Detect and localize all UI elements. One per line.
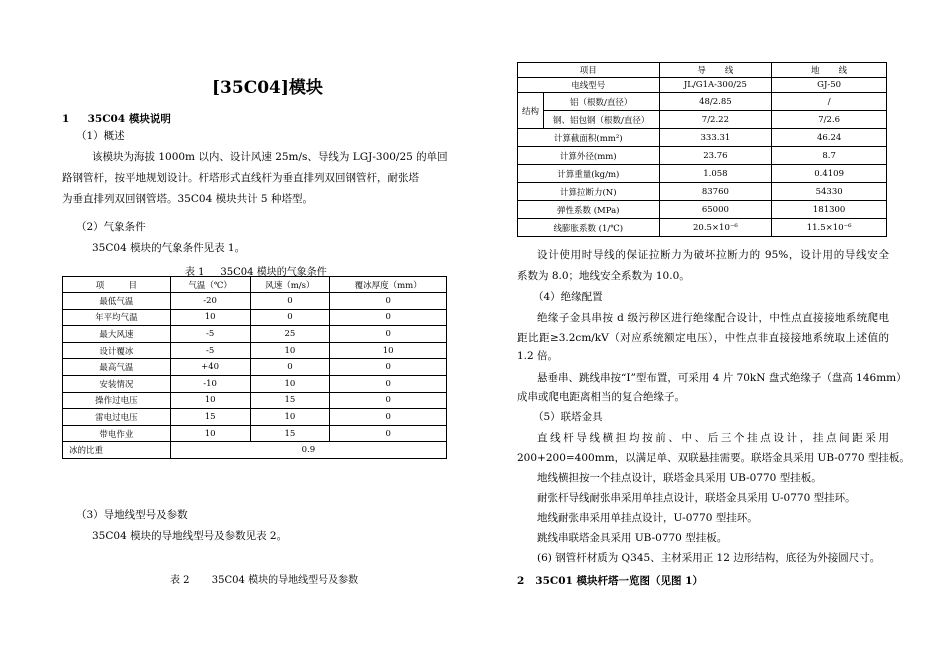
table1-cell: 操作过电压 [63, 392, 171, 409]
table2-cell: 弹性系数 (MPa) [518, 201, 660, 219]
page-title: [35C04]模块 [212, 78, 323, 98]
table2-cell: JL/G1A-300/25 [659, 78, 772, 93]
table2-header-cell: 项目 [518, 63, 660, 78]
table1-ice-value: 0.9 [170, 442, 446, 459]
table2-cell: / [772, 93, 887, 111]
table-row [518, 201, 887, 219]
table-row [63, 342, 447, 359]
table1-cell: 0 [250, 359, 330, 376]
table1-cell: -5 [170, 326, 250, 343]
safety-factor-line-1: 设计使用时导线的保证拉断力为破坏拉断力的 95%，设计用的导线安全 [537, 249, 889, 261]
table-row [63, 309, 447, 326]
overview-line-1: 该模块为海拔 1000m 以内、设计风速 25m/s、导线为 LGJ-300/25 的单回 [92, 151, 448, 163]
table1-cell: 年平均气温 [63, 309, 171, 326]
table1-cell: 15 [250, 392, 330, 409]
table2-cell: 23.76 [659, 147, 772, 165]
table2-model-label: 电线型号 [518, 78, 660, 93]
insulation-line-3: 1.2 倍。 [517, 350, 559, 362]
table1-cell: 最大风速 [63, 326, 171, 343]
table2-cell: 钢、铝包钢（根数/直径） [543, 111, 659, 129]
table2-caption: 表 2 35C04 模块的导地线型号及参数 [170, 575, 359, 586]
table2-header-row [518, 63, 887, 78]
table1-caption: 表 1 35C04 模块的气象条件 [185, 267, 327, 278]
table1-cell: 设计覆冰 [63, 342, 171, 359]
table2-cell: 7/2.22 [659, 111, 772, 129]
fittings-line-1: 直线杆导线横担均按前、中、后三个挂点设计，挂点间距采用 [537, 432, 889, 444]
table2-cell: 54330 [772, 183, 887, 201]
table1-cell: 15 [250, 425, 330, 442]
material-line: (6) 钢管杆材质为 Q345、主材采用正 12 边形结构，底径为外接圆尺寸。 [537, 552, 881, 564]
safety-factor-line-2: 系数为 8.0；地线安全系数为 10.0。 [517, 270, 690, 282]
table1-cell: 0 [330, 409, 447, 426]
table1-cell: 0 [330, 359, 447, 376]
table1-cell: -5 [170, 342, 250, 359]
insulation-line-2: 距比距≥3.2cm/kV（对应系统额定电压），中性点非直接接地系统取上述值的 [517, 332, 889, 344]
table1-cell: 0 [330, 375, 447, 392]
table2-cell: 计算截面积(mm²) [518, 129, 660, 147]
table1-cell: 0 [330, 392, 447, 409]
table2-cell: GJ-50 [772, 78, 887, 93]
table-row [63, 326, 447, 343]
table1-cell: 10 [250, 375, 330, 392]
table1-cell: 最高气温 [63, 359, 171, 376]
table2-header-cell: 导 线 [659, 63, 772, 78]
table-row [63, 409, 447, 426]
table1-cell: +40 [170, 359, 250, 376]
table1-ice-label: 冰的比重 [63, 442, 171, 459]
fittings-line-3: 地线横担按一个挂点设计，联塔金具采用 UB-0770 型挂板。 [537, 472, 822, 484]
conductor-table [517, 62, 887, 237]
weather-table [62, 276, 447, 459]
table1-cell: 0 [330, 425, 447, 442]
table1-cell: 10 [250, 409, 330, 426]
table2-cell: 8.7 [772, 147, 887, 165]
table1-cell: 0 [330, 309, 447, 326]
table-row [518, 93, 887, 111]
table-row [518, 129, 887, 147]
table1-cell: 10 [170, 392, 250, 409]
table2-cell: 83760 [659, 183, 772, 201]
table2-cell: 线膨胀系数 (1/℃) [518, 219, 660, 237]
table2-cell: 0.4109 [772, 165, 887, 183]
table2-cell: 46.24 [772, 129, 887, 147]
table-row [518, 78, 887, 93]
table2-cell: 65000 [659, 201, 772, 219]
table1-cell: 25 [250, 326, 330, 343]
table1-cell: -10 [170, 375, 250, 392]
table1-header-cell: 覆冰厚度（mm） [330, 277, 447, 293]
table2-cell: 7/2.6 [772, 111, 887, 129]
table1-cell: 10 [170, 425, 250, 442]
subsection-fittings: （5）联塔金具 [533, 411, 603, 423]
suspension-line-2: 成串或爬电距离相当的复合绝缘子。 [517, 391, 685, 403]
table1-cell: -20 [170, 293, 250, 310]
subsection-overview: （1）概述 [76, 130, 125, 142]
table1-header-cell: 气温（℃） [170, 277, 250, 293]
table1-header-row [63, 277, 447, 293]
table1-cell: 0 [250, 309, 330, 326]
fittings-line-2: 200+200=400mm，以满足单、双联悬挂需要。联塔金具采用 UB-0770 型挂板。 [517, 452, 910, 464]
table-row [63, 442, 447, 459]
table1-header-cell: 项 目 [63, 277, 171, 293]
table1-cell: 雷电过电压 [63, 409, 171, 426]
table2-cell: 铝（根数/直径） [543, 93, 659, 111]
table-row [518, 147, 887, 165]
table2-cell: 333.31 [659, 129, 772, 147]
table1-header-cell: 风速（m/s） [250, 277, 330, 293]
table2-structure-label: 结构 [518, 93, 544, 129]
table2-cell: 181300 [772, 201, 887, 219]
section-1-heading: 1 35C04 模块说明 [62, 113, 171, 125]
table1-cell: 10 [330, 342, 447, 359]
table2-cell: 计算重量(kg/m) [518, 165, 660, 183]
table-row [63, 359, 447, 376]
table-row [518, 165, 887, 183]
table1-cell: 最低气温 [63, 293, 171, 310]
fittings-line-4: 耐张杆导线耐张串采用单挂点设计，联塔金具采用 U-0770 型挂环。 [537, 492, 856, 504]
overview-line-3: 为垂直排列双回钢管塔。35C04 模块共计 5 种塔型。 [62, 193, 313, 205]
table1-cell: 10 [170, 309, 250, 326]
table-row [63, 293, 447, 310]
table-row [63, 375, 447, 392]
insulation-line-1: 绝缘子金具串按 d 级污秽区进行绝缘配合设计，中性点直接接地系统爬电 [537, 312, 889, 324]
table-row [518, 183, 887, 201]
table-row [63, 392, 447, 409]
table-row [518, 219, 887, 237]
table1-cell: 0 [330, 293, 447, 310]
table1-cell: 安装情况 [63, 375, 171, 392]
subsection-conductor: （3）导地线型号及参数 [76, 509, 188, 521]
table2-cell: 20.5×10⁻⁶ [659, 219, 772, 237]
table-row [63, 425, 447, 442]
weather-intro: 35C04 模块的气象条件见表 1。 [92, 242, 246, 254]
fittings-line-6: 跳线串联塔金具采用 UB-0770 型挂板。 [537, 532, 728, 544]
table1-cell: 带电作业 [63, 425, 171, 442]
table1-cell: 15 [170, 409, 250, 426]
subsection-weather: （2）气象条件 [76, 221, 146, 233]
conductor-intro: 35C04 模块的导地线型号及参数见表 2。 [92, 530, 288, 542]
table2-cell: 计算外径(mm) [518, 147, 660, 165]
table1-cell: 0 [330, 326, 447, 343]
table2-cell: 48/2.85 [659, 93, 772, 111]
table2-cell: 11.5×10⁻⁶ [772, 219, 887, 237]
section-2-heading: 2 35C01 模块杆塔一览图（见图 1） [517, 575, 703, 587]
table-row [518, 111, 887, 129]
table1-cell: 10 [250, 342, 330, 359]
overview-line-2: 路钢管杆，按平地规划设计。杆塔形式直线杆为垂直排列双回钢管杆，耐张塔 [62, 172, 419, 184]
table2-cell: 计算拉断力(N) [518, 183, 660, 201]
table1-cell: 0 [250, 293, 330, 310]
table2-header-cell: 地 线 [772, 63, 887, 78]
suspension-line-1: 悬垂串、跳线串按“I”型布置，可采用 4 片 70kN 盘式绝缘子（盘高 146mm） [537, 372, 907, 384]
fittings-line-5: 地线耐张串采用单挂点设计，U-0770 型挂环。 [537, 512, 758, 524]
subsection-insulation: （4）绝缘配置 [533, 291, 603, 303]
table2-cell: 1.058 [659, 165, 772, 183]
